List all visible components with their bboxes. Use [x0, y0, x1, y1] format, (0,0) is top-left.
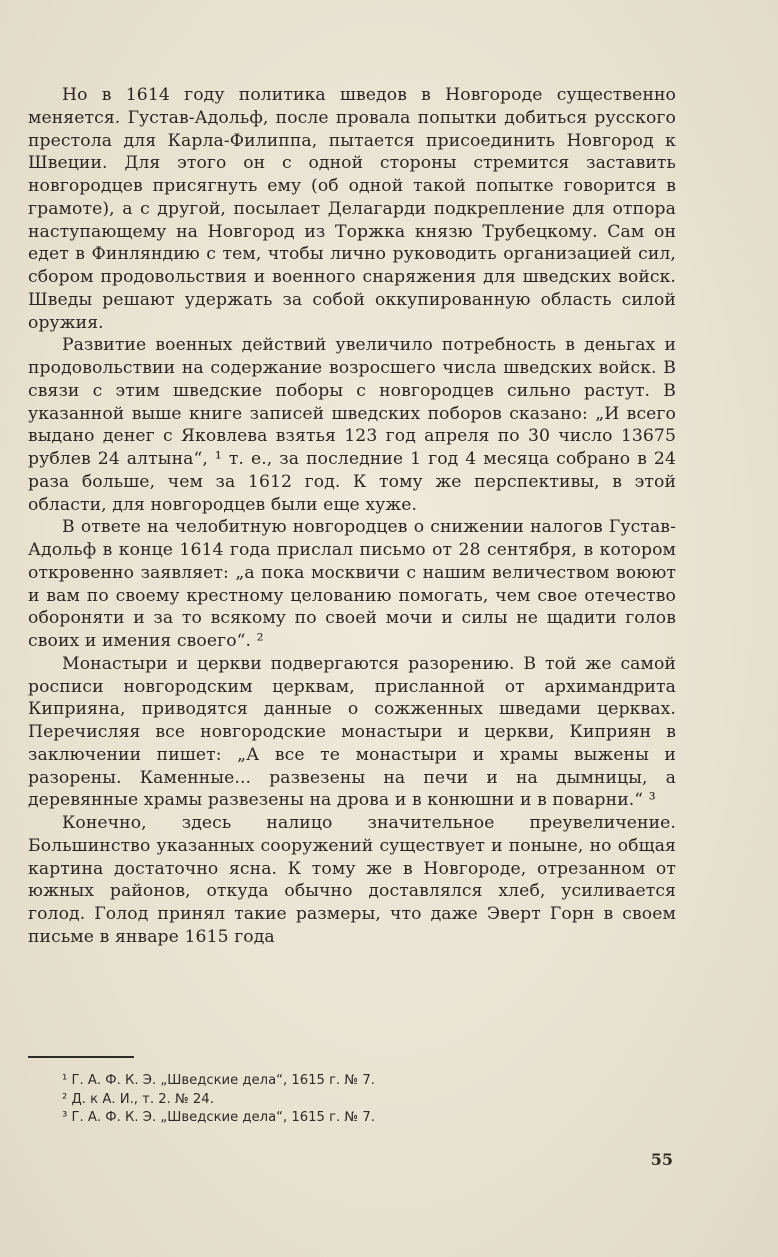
paragraph-5: Конечно, здесь налицо значительное преувеличение. Большинство указанных сооружений существует и поныне, но общая картина достаточно ясна. К тому же в Новгороде, отрезанном от южных районов, откуда обычно доставлялся хлеб, усиливается голод. Голод принял такие размеры, что даже Эверт Горн в своем письме в январе 1615 года — [28, 813, 676, 947]
paragraph-2: Развитие военных действий увеличило потребность в деньгах и продовольствии на содержание возросшего числа шведских войск. В связи с этим шведские поборы с новгородцев сильно растут. В указанной выше книге записей шведских поборов сказано: „И всего выдано денег с Яковлева взятья 123 год апреля по 30 число 13675 рублев 24 алтына“, ¹ т. е., за последние 1 год 4 месяца собрано в 24 раза больше, чем за 1612 год. К тому же перспективы, в этой области, для новгородцев были еще хуже. — [28, 335, 676, 515]
paragraph-4: Монастыри и церкви подвергаются разорению. В той же самой росписи новгородским церквам, присланной от архимандрита Киприяна, приводятся данные о сожженных шведами церквах. Перечисляя все новгородские монастыри и церкви, Киприян в заключении пишет: „А все те монастыри и храмы выжены и разорены. Каменные... развезены на печи и на дымницы, а деревянные храмы развезены на дрова и в конюшни и в поварни.“ ³ — [28, 653, 676, 811]
footnote-3: ³ Г. А. Ф. К. Э. „Шведские дела“, 1615 г. № 7. — [62, 1110, 375, 1125]
footnotes — [62, 1072, 662, 1128]
main-text — [28, 84, 676, 949]
page-number: 55 — [650, 1150, 673, 1169]
footnote-1: ¹ Г. А. Ф. К. Э. „Шведские дела“, 1615 г. № 7. — [62, 1073, 375, 1088]
footnote-divider — [28, 1056, 134, 1058]
paragraph-1: Но в 1614 году политика шведов в Новгороде существенно меняется. Густав-Адольф, после провала попытки добиться русского престола для Карла-Филиппа, пытается присоединить Новгород к Швеции. Для этого он с одной стороны стремится заставить новгородцев присягнуть ему (об одной такой попытке говорится в грамоте), а с другой, посылает Делагарди подкрепление для отпора наступающему на Новгород из Торжка князю Трубецкому. Сам он едет в Финляндию с тем, чтобы лично руководить организацией сил, сбором продовольствия и военного снаряжения для шведских войск. Шведы решают удержать за собой оккупированную область силой оружия. — [28, 85, 676, 333]
paragraph-3: В ответе на челобитную новгородцев о снижении налогов Густав-Адольф в конце 1614 года прислал письмо от 28 сентября, в котором откровенно заявляет: „а пока москвичи с нашим величеством воюют и вам по своему крестному целованию помогать, чем свое отечество обороняти и за то всякому по своей мочи и силы не щадити голов своих и имения своего“. ² — [28, 517, 676, 651]
footnote-2: ² Д. к А. И., т. 2. № 24. — [62, 1091, 214, 1107]
